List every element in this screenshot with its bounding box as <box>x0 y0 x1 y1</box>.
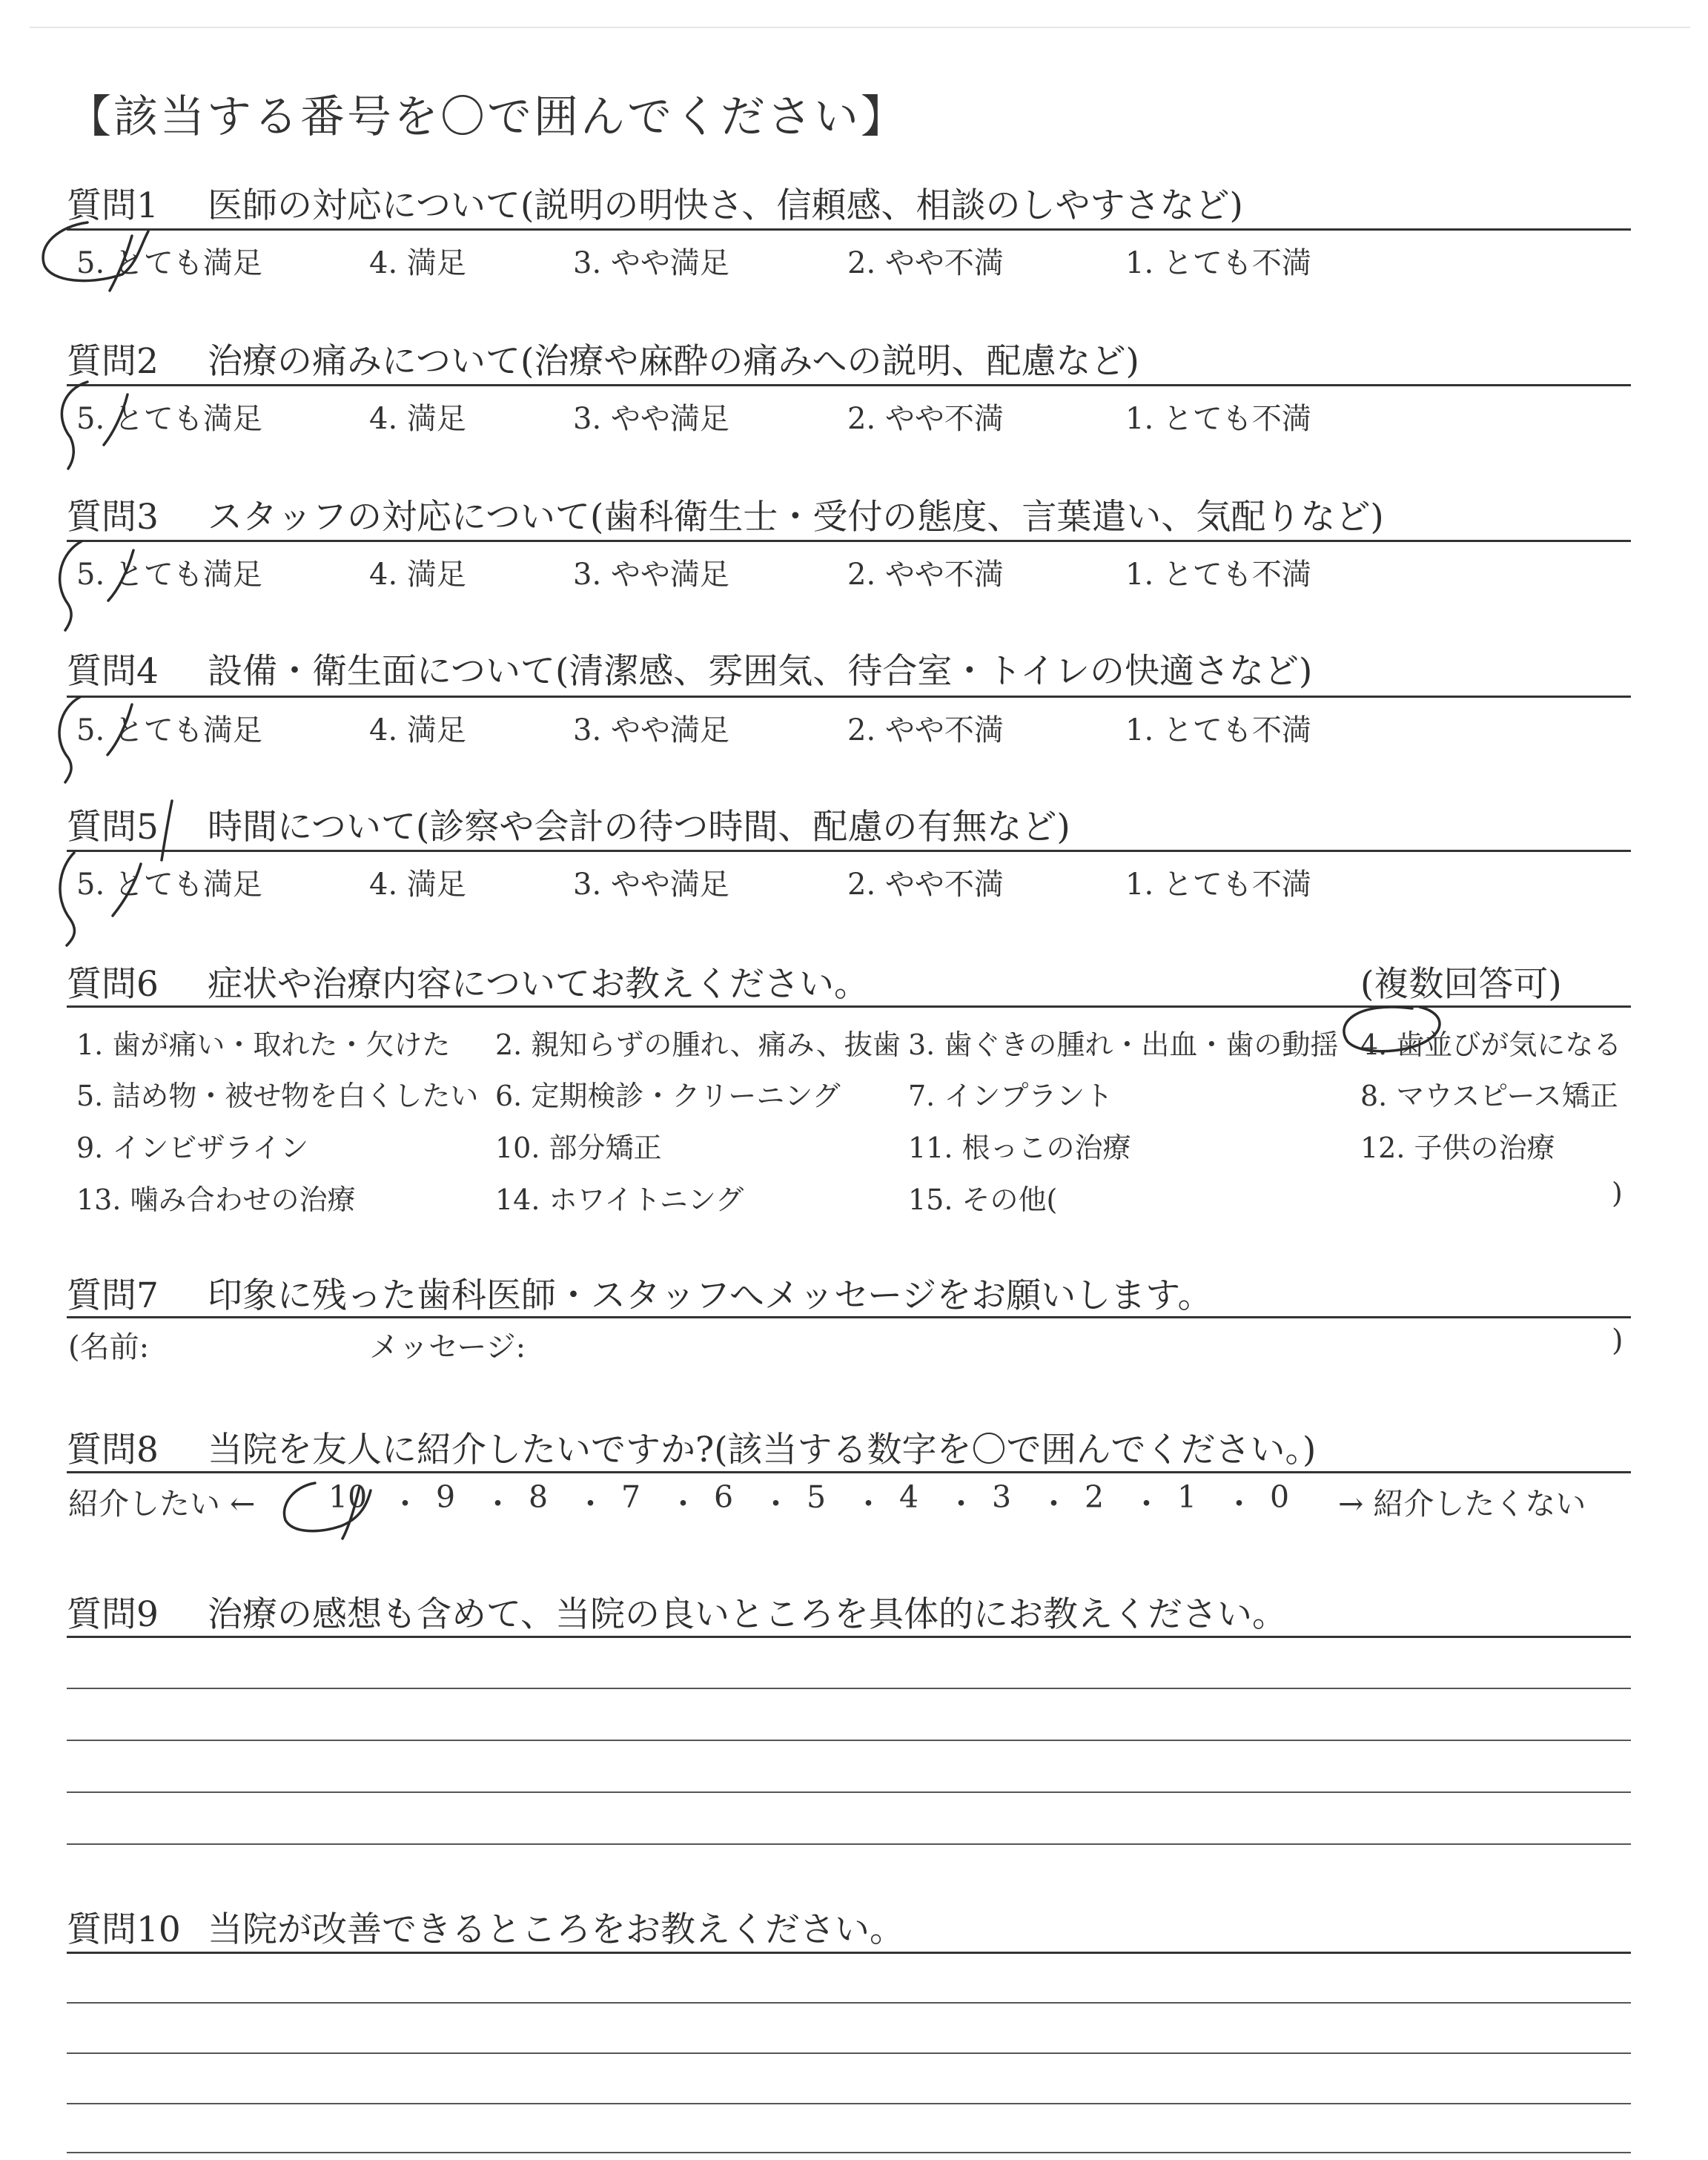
rating-option-5[interactable]: 5. とても満足 <box>76 402 262 436</box>
rating-option-1[interactable]: 1. とても不満 <box>1125 868 1311 902</box>
scale-dot: ・ <box>668 1486 698 1522</box>
rating-option-4[interactable]: 4. 満足 <box>369 558 466 592</box>
symptom-item[interactable]: 11. 根っこの治療 <box>908 1132 1131 1164</box>
question-number: 質問3 <box>67 497 159 538</box>
scale-value-1[interactable]: 1 <box>1177 1479 1197 1515</box>
multiple-answers-note: (複数回答可) <box>1360 964 1562 1005</box>
answer-line[interactable] <box>67 1688 1631 1689</box>
question-number: 質問2 <box>67 341 159 382</box>
rating-option-3[interactable]: 3. やや満足 <box>573 868 729 902</box>
question-rule <box>67 696 1631 698</box>
form-instruction-header: 【該当する番号を〇で囲んでください】 <box>67 91 907 143</box>
question-text: 医師の対応について(説明の明快さ、信頼感、相談のしやすさなど) <box>208 185 1243 226</box>
question-rule <box>67 850 1631 852</box>
scale-value-2[interactable]: 2 <box>1085 1479 1105 1515</box>
message-field-label[interactable]: メッセージ: <box>369 1330 526 1364</box>
answer-line[interactable] <box>67 1740 1631 1741</box>
question-rule <box>67 1471 1631 1473</box>
symptom-item[interactable]: 7. インプラント <box>908 1080 1113 1112</box>
rating-option-2[interactable]: 2. やや不満 <box>847 868 1004 902</box>
scale-value-6[interactable]: 6 <box>714 1479 734 1515</box>
recommend-right-label: → 紹介したくない <box>1338 1486 1586 1522</box>
answer-line[interactable] <box>67 1636 1631 1638</box>
rating-option-1[interactable]: 1. とても不満 <box>1125 402 1311 436</box>
rating-option-2[interactable]: 2. やや不満 <box>847 558 1004 592</box>
rating-option-3[interactable]: 3. やや満足 <box>573 713 729 747</box>
question-3-title <box>67 489 1384 539</box>
question-rule <box>67 1005 1631 1008</box>
symptom-item[interactable]: 8. マウスピース矯正 <box>1360 1080 1618 1112</box>
symptom-item[interactable]: 3. 歯ぐきの腫れ・出血・歯の動揺 <box>908 1028 1339 1061</box>
answer-line[interactable] <box>67 1791 1631 1793</box>
answer-line[interactable] <box>67 2052 1631 2054</box>
question-number: 質問1 <box>67 185 159 226</box>
question-9-title <box>67 1587 1287 1636</box>
question-text: スタッフの対応について(歯科衛生士・受付の態度、言葉遣い、気配りなど) <box>208 497 1384 538</box>
question-text: 設備・衛生面について(清潔感、雰囲気、待合室・トイレの快適さなど) <box>208 651 1313 692</box>
rating-option-4[interactable]: 4. 満足 <box>369 402 466 436</box>
rating-option-1[interactable]: 1. とても不満 <box>1125 558 1311 592</box>
rating-option-5[interactable]: 5. とても満足 <box>76 558 262 592</box>
scale-value-7[interactable]: 7 <box>621 1479 641 1515</box>
question-rule <box>67 384 1631 386</box>
question-10-title <box>67 1902 904 1952</box>
scale-value-3[interactable]: 3 <box>992 1479 1012 1515</box>
question-text: 当院を友人に紹介したいですか?(該当する数字を〇で囲んでください。) <box>208 1430 1317 1470</box>
scale-dot: ・ <box>483 1486 513 1522</box>
answer-line[interactable] <box>67 1843 1631 1845</box>
question-number: 質問4 <box>67 651 159 692</box>
scale-value-0[interactable]: 0 <box>1270 1479 1290 1515</box>
rating-option-5[interactable]: 5. とても満足 <box>76 713 262 747</box>
question-text: 症状や治療内容についてお教えください。 <box>208 964 870 1005</box>
rating-option-2[interactable]: 2. やや不満 <box>847 246 1004 280</box>
scale-value-9[interactable]: 9 <box>436 1479 456 1515</box>
rating-option-4[interactable]: 4. 満足 <box>369 246 466 280</box>
rating-option-1[interactable]: 1. とても不満 <box>1125 713 1311 747</box>
question-text: 治療の感想も含めて、当院の良いところを具体的にお教えください。 <box>208 1594 1288 1635</box>
question-number: 質問8 <box>67 1430 159 1470</box>
question-5-title <box>67 799 1070 849</box>
answer-line[interactable] <box>67 2152 1631 2153</box>
answer-line[interactable] <box>67 2002 1631 2004</box>
scale-value-10[interactable]: 10 <box>328 1479 368 1515</box>
scale-dot: ・ <box>853 1486 884 1522</box>
question-2-title <box>67 334 1139 383</box>
question-number: 質問6 <box>67 964 159 1005</box>
scale-dot: ・ <box>1131 1486 1162 1522</box>
symptom-item[interactable]: 10. 部分矯正 <box>495 1132 662 1164</box>
symptom-item[interactable]: 4. 歯並びが気になる <box>1360 1028 1622 1061</box>
name-field-label[interactable]: (名前: <box>68 1330 150 1364</box>
question-rule <box>67 540 1631 542</box>
rating-option-5[interactable]: 5. とても満足 <box>76 868 262 902</box>
symptom-item[interactable]: 14. ホワイトニング <box>495 1183 744 1216</box>
symptom-item[interactable]: 5. 詰め物・被せ物を白くしたい <box>76 1080 479 1112</box>
recommend-left-label: 紹介したい ← <box>68 1486 256 1522</box>
scale-dot: ・ <box>1039 1486 1069 1522</box>
page-top-edge <box>30 27 1690 28</box>
rating-option-2[interactable]: 2. やや不満 <box>847 713 1004 747</box>
question-6-title <box>67 957 869 1006</box>
question-number: 質問9 <box>67 1594 159 1635</box>
scale-value-8[interactable]: 8 <box>529 1479 549 1515</box>
symptom-item[interactable]: 2. 親知らずの腫れ、痛み、抜歯 <box>495 1028 901 1061</box>
question-8-title <box>67 1422 1316 1472</box>
scale-value-5[interactable]: 5 <box>807 1479 827 1515</box>
question-1-title <box>67 178 1243 228</box>
symptom-item[interactable]: 12. 子供の治療 <box>1360 1132 1555 1164</box>
question-rule <box>67 1316 1631 1318</box>
scale-dot: ・ <box>946 1486 976 1522</box>
question-4-title <box>67 644 1312 693</box>
message-close-paren: ) <box>1612 1324 1623 1358</box>
question-7-title <box>67 1268 1212 1318</box>
scale-dot: ・ <box>1224 1486 1254 1522</box>
rating-option-2[interactable]: 2. やや不満 <box>847 402 1004 436</box>
symptom-item[interactable]: 9. インビザライン <box>76 1132 309 1164</box>
rating-option-4[interactable]: 4. 満足 <box>369 868 466 902</box>
question-number: 質問5 <box>67 807 159 848</box>
other-close-paren: ) <box>1612 1177 1623 1209</box>
question-rule <box>67 228 1631 231</box>
symptom-item-other[interactable]: 15. その他( <box>908 1183 1058 1216</box>
answer-line[interactable] <box>67 2103 1631 2104</box>
question-number: 質問7 <box>67 1275 159 1316</box>
rating-option-3[interactable]: 3. やや満足 <box>573 402 729 436</box>
rating-option-5[interactable]: 5. とても満足 <box>76 246 262 280</box>
symptom-item[interactable]: 13. 噛み合わせの治療 <box>76 1183 356 1216</box>
question-text: 治療の痛みについて(治療や麻酔の痛みへの説明、配慮など) <box>208 341 1139 382</box>
question-text: 印象に残った歯科医師・スタッフへメッセージをお願いします。 <box>208 1275 1213 1316</box>
scale-dot: ・ <box>761 1486 791 1522</box>
question-number: 質問10 <box>67 1909 181 1950</box>
rating-option-3[interactable]: 3. やや満足 <box>573 246 729 280</box>
rating-option-1[interactable]: 1. とても不満 <box>1125 246 1311 280</box>
scale-dot: ・ <box>575 1486 606 1522</box>
rating-option-4[interactable]: 4. 満足 <box>369 713 466 747</box>
scale-dot: ・ <box>390 1486 420 1522</box>
answer-line[interactable] <box>67 1952 1631 1954</box>
symptom-item[interactable]: 6. 定期検診・クリーニング <box>495 1080 841 1112</box>
symptom-item[interactable]: 1. 歯が痛い・取れた・欠けた <box>76 1028 451 1061</box>
question-text: 当院が改善できるところをお教えください。 <box>208 1909 904 1950</box>
question-text: 時間について(診察や会計の待つ時間、配慮の有無など) <box>208 807 1070 848</box>
scale-value-4[interactable]: 4 <box>899 1479 919 1515</box>
rating-option-3[interactable]: 3. やや満足 <box>573 558 729 592</box>
